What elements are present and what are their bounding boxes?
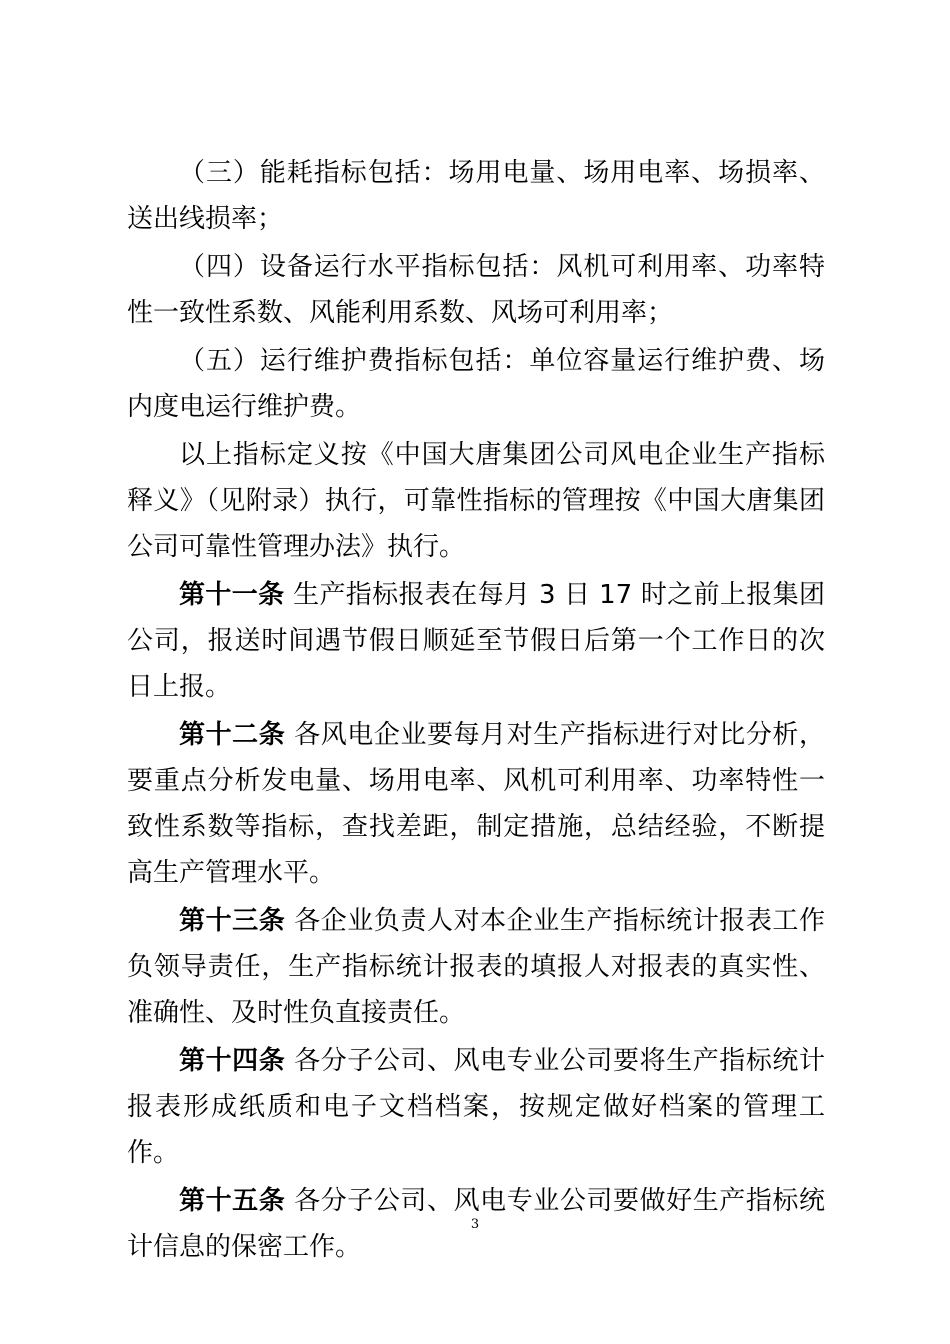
paragraph-energy-indicators xyxy=(127,150,825,244)
paragraph-text: （四）设备运行水平指标包括：风机可利用率、功率特性一致性系数、风能利用系数、风场可利用率； xyxy=(127,252,825,328)
page-number: 3 xyxy=(470,1217,480,1232)
article-number: 第十一条 xyxy=(179,580,285,610)
article-text: 各分子公司、风电专业公司要将生产指标统计报表形成纸质和电子文档档案，按规定做好档案的管理工作。 xyxy=(127,1046,825,1168)
paragraph-definition xyxy=(127,432,825,572)
article-text: 各分子公司、风电专业公司要做好生产指标统计信息的保密工作。 xyxy=(127,1186,825,1262)
article-text: 生产指标报表在每月 3 日 17 时之前上报集团公司，报送时间遇节假日顺延至节假日后第一个工作日的次日上报。 xyxy=(127,580,825,702)
article-number: 第十四条 xyxy=(179,1046,286,1076)
paragraph-text: （五）运行维护费指标包括：单位容量运行维护费、场内度电运行维护费。 xyxy=(127,346,825,422)
paragraph-maintenance-indicators xyxy=(127,338,825,432)
article-13 xyxy=(127,898,825,1038)
article-number: 第十三条 xyxy=(179,906,286,936)
article-number: 第十二条 xyxy=(179,720,286,750)
article-11 xyxy=(127,572,825,712)
article-12 xyxy=(127,712,825,898)
article-14 xyxy=(127,1038,825,1178)
article-number: 第十五条 xyxy=(179,1186,286,1216)
paragraph-text: 以上指标定义按《中国大唐集团公司风电企业生产指标释义》（见附录）执行，可靠性指标的管理按《中国大唐集团公司可靠性管理办法》执行。 xyxy=(127,440,825,562)
article-text: 各风电企业要每月对生产指标进行对比分析，要重点分析发电量、场用电率、风机可利用率、功率特性一致性系数等指标，查找差距，制定措施，总结经验，不断提高生产管理水平。 xyxy=(127,720,825,888)
document-body xyxy=(127,150,825,1272)
article-text: 各企业负责人对本企业生产指标统计报表工作负领导责任，生产指标统计报表的填报人对报表的真实性、准确性、及时性负直接责任。 xyxy=(127,906,825,1028)
paragraph-equipment-indicators xyxy=(127,244,825,338)
paragraph-text: （三）能耗指标包括：场用电量、场用电率、场损率、送出线损率； xyxy=(127,158,825,234)
